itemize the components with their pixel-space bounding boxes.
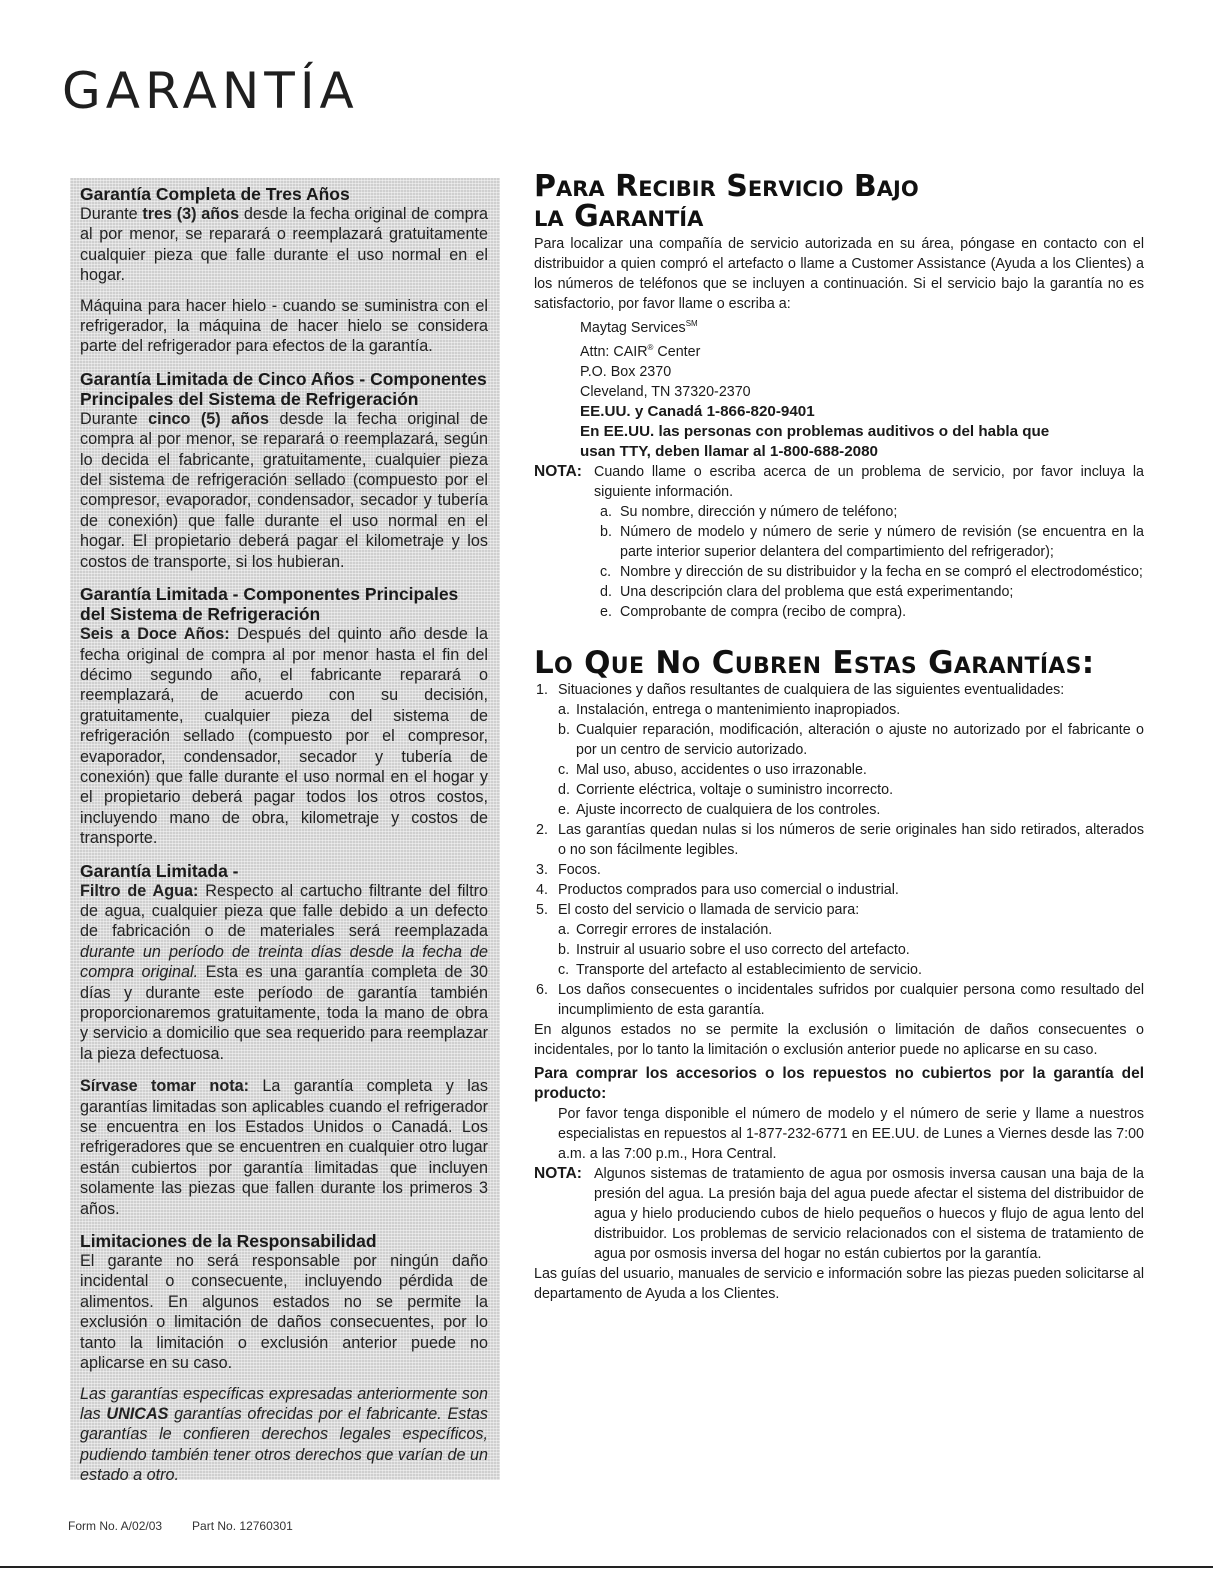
list-item: b. Número de modelo y número de serie y número de revisión (se encuentra en la parte interior superior delantera del compartimiento del refrigerador); <box>600 523 1144 560</box>
service-info-column <box>534 169 1144 1304</box>
note-label: NOTA: <box>534 1164 582 1182</box>
section-title: Limitaciones de la Responsabilidad <box>80 1231 377 1252</box>
list-item: 3. Focos. <box>536 861 601 878</box>
list-item: a. Instalación, entrega o mantenimiento inapropiados. <box>558 701 901 718</box>
list-item: 2. Las garantías quedan nulas si los números de serie originales han sido retirados, alterados o no son fácilmente legibles. <box>536 821 1144 858</box>
note-text: Algunos sistemas de tratamiento de agua por osmosis inversa causan una baja de la presión del agua. La presión baja del agua puede afectar el sistema del distribuidor de agua y hielo produciendo cubos de hielo pequeños o huecos y flujo de agua lento del distribuidor. Los problemas de servicio relacionados con el sistema de tratamiento de agua por osmosis inversa del hogar no están cubiertos por la garantía. <box>594 1165 1144 1262</box>
list-item: 1. Situaciones y daños resultantes de cualquiera de las siguientes eventualidades: <box>536 681 1065 698</box>
list-item: b. Instruir al usuario sobre el uso correcto del artefacto. <box>558 941 910 958</box>
list-item: 4. Productos comprados para uso comercial o industrial. <box>536 881 899 898</box>
form-number: Form No. A/02/03 <box>68 1519 163 1533</box>
service-heading: Para Recibir Servicio Bajo la Garantía <box>534 169 919 234</box>
full-three-year-warranty <box>80 184 488 357</box>
part-number: Part No. 12760301 <box>192 1519 293 1533</box>
section-title: Garantía Limitada - Componentes Principales del Sistema de Refrigeración <box>80 584 459 625</box>
limitation-of-liability <box>80 1231 488 1485</box>
section-text: Durante tres (3) años desde la fecha original de compra al por menor, se reparará o reemplazará gratuitamente cualquier pieza que falle durante el uso normal en el hogar. <box>80 205 488 285</box>
tty-line: usan TTY, deben llamar al 1-800-688-2080 <box>580 442 878 460</box>
section-text: Seis a Doce Años: Después del quinto año desde la fecha original de compra al por menor hasta el fin del décimo segundo año, el fabricante reparará o reemplazará, de acuerdo con su decisión, gratuitamente, cualquier pieza del sistema de refrigeración sellado (compuesto por el compresor, evaporador, condensador, secador y tubería de conexión) que falle durante el uso normal en el hogar y el propietario deberá pagar todos los otros costos, incluyendo mano de obra, kilometraje y costos de transporte. <box>80 625 489 848</box>
address-line: Attn: CAIR® Center <box>580 342 701 360</box>
list-item: 6. Los daños consecuentes o incidentales sufridos por cualquier persona como resultado del incumplimiento de esta garantía. <box>536 981 1144 1018</box>
form-footer <box>68 1519 293 1533</box>
service-intro: Para localizar una compañía de servicio autorizada en su área, póngase en contacto con el distribuidor a quien compró el artefacto o llame a Customer Assistance (Ayuda a los Clientes) a los números de teléfonos que se incluyen a continuación. Si el servicio bajo la garantía no es satisfactorio, por favor llame o escriba a: <box>534 236 1144 312</box>
list-item: d. Una descripción clara del problema que está experimentando; <box>600 583 1014 600</box>
icemaker-text: Máquina para hacer hielo - cuando se suministra con el refrigerador, la máquina de hacer hielo se considera parte del refrigerador para efectos de la garantía. <box>80 296 488 356</box>
list-item: b. Cualquier reparación, modificación, alteración o ajuste no autorizado por el fabricante o por un centro de servicio autorizado. <box>558 721 1144 758</box>
address-line: Maytag Services℠ <box>580 319 698 336</box>
list-item: a. Corregir errores de instalación. <box>558 921 773 938</box>
address-line: Cleveland, TN 37320-2370 <box>580 383 751 400</box>
list-item: e. Comprobante de compra (recibo de compra). <box>600 603 907 620</box>
six-to-twelve-year-warranty <box>80 584 488 848</box>
please-note <box>80 1076 488 1219</box>
section-text: Sírvase tomar nota: La garantía completa y las garantías limitadas son aplicables cuando el refrigerador se encuentra en los Estados Unidos o Canadá. Los refrigeradores que se encuentren en cualquier otro lugar están cubiertos por garantía limitadas que incluyen solamente las piezas que fallen durante los primeros 3 años. <box>80 1077 488 1218</box>
list-item: c. Nombre y dirección de su distribuidor y la fecha en se compró el electrodoméstico; <box>600 563 1143 580</box>
list-item: e. Ajuste incorrecto de cualquiera de los controles. <box>558 801 881 818</box>
list-item: c. Mal uso, abuso, accidentes o uso irrazonable. <box>558 761 867 778</box>
section-text: Durante cinco (5) años desde la fecha original de compra al por menor, se reparará o reemplazará, según lo decida el fabricante, gratuitamente, cualquier pieza del sistema de refrigeración sellado (compuesto por el compresor, evaporador, condensador, secador y tubería de conexión) que falle durante el uso normal en el hogar. El propietario deberá pagar el kilometraje y los costos de transporte, si los hubieran. <box>80 409 488 571</box>
bottom-divider <box>0 1566 1213 1568</box>
section-title: Garantía Completa de Tres Años <box>80 184 350 204</box>
exclusion-note: En algunos estados no se permite la exclusión o limitación de daños consecuentes o incidentales, por lo tanto la limitación o exclusión anterior puede no aplicarse en su caso. <box>534 1021 1144 1058</box>
parts-heading: Para comprar los accesorios o los repuestos no cubiertos por la garantía del producto: <box>534 1064 1144 1102</box>
section-title: Garantía Limitada - <box>80 860 239 881</box>
address-line: P.O. Box 2370 <box>580 363 672 380</box>
list-item: 5. El costo del servicio o llamada de servicio para: <box>536 901 860 918</box>
closing-text: Las guías del usuario, manuales de servicio e información sobre las piezas pueden solicitarse al departamento de Ayuda a los Clientes. <box>534 1265 1144 1302</box>
service-note <box>534 462 1144 622</box>
page-title: GARANTÍA <box>62 62 359 120</box>
water-note <box>534 1164 1144 1264</box>
note-label: NOTA: <box>534 462 582 480</box>
exclusive-warranty-text: Las garantías específicas expresadas anteriormente son las UNICAS garantías ofrecidas por el fabricante. Estas garantías le confieren derechos legales específicos, pudiendo también tener otros derechos que varían de un estado a otro. <box>80 1384 488 1485</box>
tty-line: En EE.UU. las personas con problemas auditivos o del habla que <box>580 422 1050 440</box>
note-text: Cuando llame o escriba acerca de un problema de servicio, por favor incluya la siguiente información. <box>594 463 1144 500</box>
warranty-terms-panel <box>70 178 500 1485</box>
water-filter-warranty <box>80 861 488 1065</box>
not-covered-list <box>534 680 1144 1020</box>
parts-text: Por favor tenga disponible el número de modelo y el número de serie y llame a nuestros especialistas en repuestos al 1-877-232-6771 en EE.UU. de Lunes a Viernes desde las 7:00 a.m. a las 7:00 p.m., Hora Central. <box>558 1105 1144 1162</box>
not-covered-heading: Lo Que No Cubren Estas Garantías: <box>534 644 1095 681</box>
section-title: Garantía Limitada de Cinco Años - Componentes Principales del Sistema de Refrigeración <box>80 368 487 409</box>
list-item: a. Su nombre, dirección y número de teléfono; <box>600 503 898 520</box>
phone-number: EE.UU. y Canadá 1-866-820-9401 <box>580 402 815 420</box>
section-text: El garante no será responsable por ningún daño incidental o consecuente, incluyendo pérdida de alimentos. En algunos estados no se permite la exclusión o limitación de daños consecuentes, por lo tanto la limitación o exclusión anterior puede no aplicarse en su caso. <box>80 1252 488 1373</box>
list-item: c. Transporte del artefacto al establecimiento de servicio. <box>558 961 922 978</box>
section-text: Filtro de Agua: Respecto al cartucho filtrante del filtro de agua, cualquier pieza que falle debido a un defecto de fabricación o de materiales será reemplazada durante un período de treinta días desde la fecha de compra original. Esta es una garantía completa de 30 días y durante este período de garantía también proporcionaremos gratuitamente, toda la mano de obra y servicio a domicilio que sea requerido para reemplazar la pieza defectuosa. <box>80 881 488 1063</box>
service-address <box>580 314 1144 462</box>
list-item: d. Corriente eléctrica, voltaje o suministro incorrecto. <box>558 781 894 798</box>
five-year-limited-warranty <box>80 369 488 572</box>
